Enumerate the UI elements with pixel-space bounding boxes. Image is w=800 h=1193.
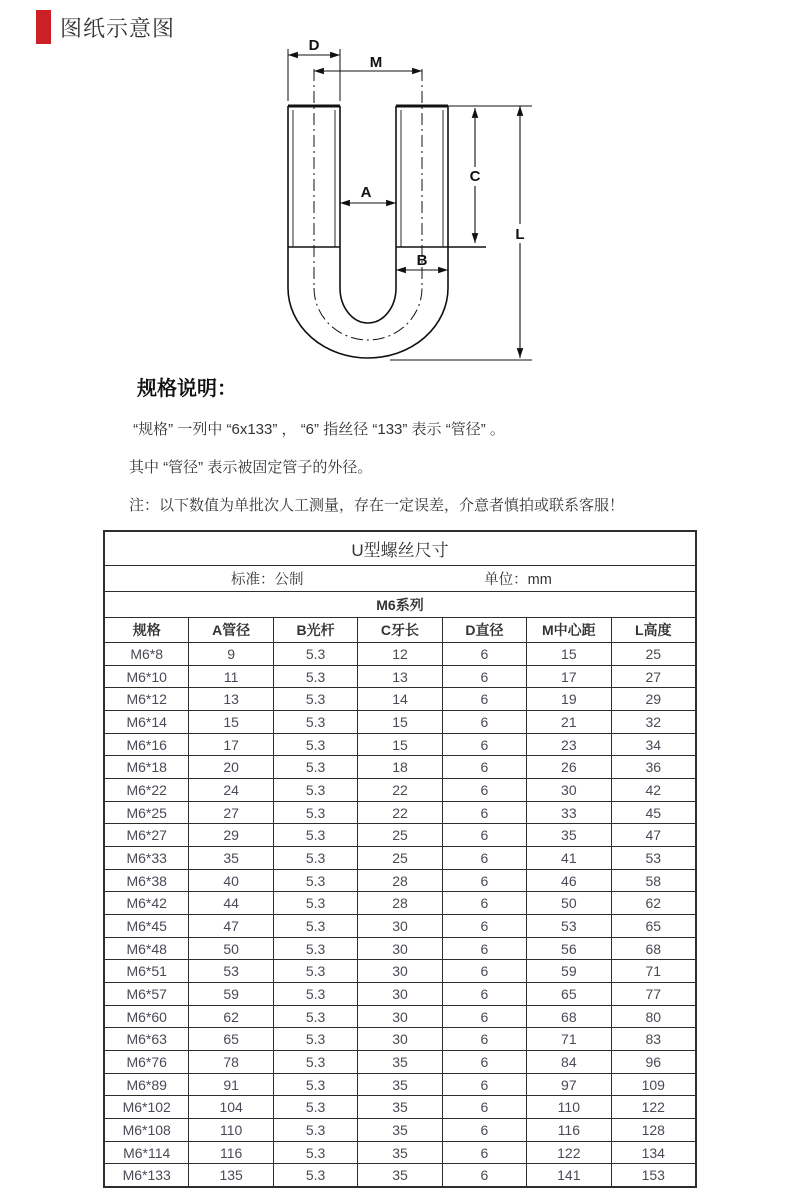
table-cell: 116 — [527, 1119, 611, 1141]
table-cell: 59 — [189, 983, 273, 1005]
table-cell: 13 — [189, 688, 273, 710]
dimension-table — [103, 530, 697, 1188]
table-cell: 122 — [641, 1099, 665, 1116]
table-cell: 15 — [358, 734, 442, 756]
table-cell: 5.3 — [274, 1164, 358, 1186]
spec-line-3: 注：以下数值为单批次人工测量，存在一定误差，介意者慎拍或联系客服！ — [129, 497, 625, 514]
table-row — [105, 1119, 695, 1142]
table-cell: 5.3 — [274, 756, 358, 778]
table-title: U型螺丝尺寸 — [105, 532, 695, 566]
table-cell: M6*38 — [105, 870, 189, 892]
table-cell: 5.3 — [274, 1006, 358, 1028]
table-cell: 77 — [645, 985, 662, 1002]
table-cell: 6 — [443, 1028, 527, 1050]
table-row — [105, 666, 695, 689]
table-cell: 110 — [189, 1119, 273, 1141]
table-cell: 29 — [189, 824, 273, 846]
table-cell: 25 — [645, 645, 662, 662]
table-cell: 83 — [645, 1031, 662, 1048]
dim-label-d: D — [308, 37, 320, 54]
table-row — [105, 847, 695, 870]
table-row — [105, 983, 695, 1006]
table-cell: 35 — [358, 1074, 442, 1096]
table-cell: M6*14 — [105, 711, 189, 733]
table-cell: 50 — [189, 938, 273, 960]
table-cell: 53 — [527, 915, 611, 937]
table-cell: 65 — [189, 1028, 273, 1050]
table-cell: 22 — [358, 779, 442, 801]
table-cell: 12 — [358, 643, 442, 665]
table-cell: 153 — [641, 1167, 665, 1184]
table-cell: M6*27 — [105, 824, 189, 846]
table-row — [105, 1074, 695, 1097]
table-cell: 5.3 — [274, 1096, 358, 1118]
table-cell: 6 — [443, 983, 527, 1005]
table-cell: 6 — [443, 1119, 527, 1141]
table-cell: 6 — [443, 1074, 527, 1096]
table-cell: 6 — [443, 870, 527, 892]
table-cell: 6 — [443, 643, 527, 665]
table-cell: 5.3 — [274, 870, 358, 892]
table-cell: M6*60 — [105, 1006, 189, 1028]
table-cell: 33 — [527, 802, 611, 824]
table-cell: 6 — [443, 734, 527, 756]
table-cell: 17 — [189, 734, 273, 756]
table-cell: 62 — [189, 1006, 273, 1028]
table-cell: 32 — [645, 713, 662, 730]
table-cell: 47 — [189, 915, 273, 937]
table-cell: 71 — [645, 963, 662, 980]
table-cell: 6 — [443, 1051, 527, 1073]
table-cell: 96 — [645, 1053, 662, 1070]
table-cell: M6*102 — [105, 1096, 189, 1118]
dim-label-l: L — [515, 226, 525, 243]
table-cell: 15 — [358, 711, 442, 733]
table-cell: 42 — [645, 781, 662, 798]
table-header-cell: B光杆 — [274, 618, 358, 642]
table-cell: M6*8 — [105, 643, 189, 665]
table-cell: 30 — [527, 779, 611, 801]
table-cell: 45 — [645, 804, 662, 821]
table-cell: 35 — [189, 847, 273, 869]
table-standard: 标准：公制 — [231, 572, 304, 588]
table-row — [105, 1142, 695, 1165]
table-cell: 6 — [443, 1142, 527, 1164]
table-cell: 35 — [527, 824, 611, 846]
table-cell: 25 — [358, 847, 442, 869]
table-row — [105, 711, 695, 734]
table-cell: 30 — [358, 983, 442, 1005]
table-cell: 50 — [527, 892, 611, 914]
spec-line-2: 其中 “管径” 表示被固定管子的外径。 — [129, 459, 373, 476]
table-cell: 109 — [641, 1076, 665, 1093]
table-cell: 6 — [443, 1096, 527, 1118]
table-row — [105, 1051, 695, 1074]
table-cell: 53 — [189, 960, 273, 982]
table-header-cell: D直径 — [443, 618, 527, 642]
table-cell: 35 — [358, 1142, 442, 1164]
table-row — [105, 643, 695, 666]
table-cell: 58 — [645, 872, 662, 889]
table-cell: 56 — [527, 938, 611, 960]
table-cell: 5.3 — [274, 1142, 358, 1164]
table-cell: 5.3 — [274, 983, 358, 1005]
table-cell: 5.3 — [274, 711, 358, 733]
table-cell: 6 — [443, 688, 527, 710]
table-cell: 5.3 — [274, 1051, 358, 1073]
u-bolt-drawing-svg — [250, 33, 545, 373]
table-cell: 6 — [443, 892, 527, 914]
table-cell: 104 — [189, 1096, 273, 1118]
table-series-row: M6系列 — [105, 592, 695, 618]
table-cell: 78 — [189, 1051, 273, 1073]
table-cell: 5.3 — [274, 1028, 358, 1050]
table-cell: 65 — [527, 983, 611, 1005]
dim-label-c: C — [469, 168, 481, 185]
table-cell: 84 — [527, 1051, 611, 1073]
table-cell: 5.3 — [274, 938, 358, 960]
dim-label-b: B — [416, 252, 428, 269]
table-cell: 27 — [645, 668, 662, 685]
table-cell: 5.3 — [274, 643, 358, 665]
table-row — [105, 1006, 695, 1029]
table-cell: 13 — [358, 666, 442, 688]
table-cell: M6*63 — [105, 1028, 189, 1050]
table-row — [105, 734, 695, 757]
table-cell: 80 — [645, 1008, 662, 1025]
table-cell: 20 — [189, 756, 273, 778]
table-cell: 6 — [443, 666, 527, 688]
table-cell: 65 — [645, 917, 662, 934]
table-cell: 36 — [645, 759, 662, 776]
table-cell: 30 — [358, 1006, 442, 1028]
table-cell: 6 — [443, 915, 527, 937]
table-cell: 28 — [358, 892, 442, 914]
table-cell: 19 — [527, 688, 611, 710]
table-cell: M6*12 — [105, 688, 189, 710]
table-cell: 40 — [189, 870, 273, 892]
table-cell: 135 — [189, 1164, 273, 1186]
table-cell: 6 — [443, 1164, 527, 1186]
table-body — [105, 643, 695, 1186]
table-row — [105, 802, 695, 825]
table-cell: M6*16 — [105, 734, 189, 756]
table-cell: 116 — [189, 1142, 273, 1164]
table-cell: 5.3 — [274, 666, 358, 688]
table-cell: 53 — [645, 849, 662, 866]
table-cell: 46 — [527, 870, 611, 892]
table-cell: 35 — [358, 1096, 442, 1118]
table-cell: M6*57 — [105, 983, 189, 1005]
table-row — [105, 756, 695, 779]
table-row — [105, 824, 695, 847]
table-cell: M6*42 — [105, 892, 189, 914]
table-cell: M6*48 — [105, 938, 189, 960]
table-cell: 15 — [527, 643, 611, 665]
table-cell: 5.3 — [274, 1074, 358, 1096]
table-cell: 68 — [527, 1006, 611, 1028]
table-cell: 5.3 — [274, 847, 358, 869]
table-cell: 25 — [358, 824, 442, 846]
page-header — [36, 10, 175, 44]
table-cell: 35 — [358, 1051, 442, 1073]
table-cell: 30 — [358, 1028, 442, 1050]
dimension-lines — [288, 55, 520, 358]
table-cell: 71 — [527, 1028, 611, 1050]
table-cell: M6*10 — [105, 666, 189, 688]
table-cell: 141 — [527, 1164, 611, 1186]
spec-heading: 规格说明： — [137, 378, 237, 400]
table-cell: 22 — [358, 802, 442, 824]
table-cell: 21 — [527, 711, 611, 733]
table-cell: 6 — [443, 1006, 527, 1028]
table-cell: 9 — [189, 643, 273, 665]
table-cell: 5.3 — [274, 779, 358, 801]
table-header-cell: C牙长 — [358, 618, 442, 642]
table-cell: 5.3 — [274, 734, 358, 756]
table-cell: 5.3 — [274, 1119, 358, 1141]
table-cell: 134 — [641, 1144, 665, 1161]
table-cell: M6*18 — [105, 756, 189, 778]
table-row — [105, 960, 695, 983]
table-cell: 14 — [358, 688, 442, 710]
table-cell: 35 — [358, 1119, 442, 1141]
table-cell: 44 — [189, 892, 273, 914]
table-header-cell: M中心距 — [527, 618, 611, 642]
table-cell: 5.3 — [274, 915, 358, 937]
table-cell: 110 — [527, 1096, 611, 1118]
table-cell: 5.3 — [274, 892, 358, 914]
table-cell: 23 — [527, 734, 611, 756]
table-cell: M6*45 — [105, 915, 189, 937]
table-cell: M6*76 — [105, 1051, 189, 1073]
table-cell: 35 — [358, 1164, 442, 1186]
table-cell: 5.3 — [274, 802, 358, 824]
table-cell: 68 — [645, 940, 662, 957]
page-title: 图纸示意图 — [60, 15, 176, 41]
table-cell: 6 — [443, 779, 527, 801]
table-cell: 91 — [189, 1074, 273, 1096]
table-row — [105, 779, 695, 802]
table-cell: 18 — [358, 756, 442, 778]
table-meta-row — [105, 566, 695, 592]
table-cell: 5.3 — [274, 824, 358, 846]
table-cell: 30 — [358, 915, 442, 937]
table-cell: 6 — [443, 938, 527, 960]
table-cell: 17 — [527, 666, 611, 688]
table-header-cell: 规格 — [105, 618, 189, 642]
table-cell: 47 — [645, 827, 662, 844]
table-cell: 26 — [527, 756, 611, 778]
extension-lines — [288, 49, 532, 360]
table-cell: 97 — [527, 1074, 611, 1096]
table-cell: 30 — [358, 938, 442, 960]
table-cell: 27 — [189, 802, 273, 824]
table-cell: 29 — [645, 691, 662, 708]
table-cell: 34 — [645, 736, 662, 753]
table-cell: M6*108 — [105, 1119, 189, 1141]
table-row — [105, 1028, 695, 1051]
table-cell: 128 — [641, 1121, 665, 1138]
red-accent-bar — [36, 10, 51, 44]
bolt-legs — [288, 106, 486, 358]
table-cell: 6 — [443, 847, 527, 869]
table-cell: 30 — [358, 960, 442, 982]
table-cell: 5.3 — [274, 960, 358, 982]
table-cell: 41 — [527, 847, 611, 869]
table-cell: 11 — [189, 666, 273, 688]
table-cell: 6 — [443, 756, 527, 778]
table-cell: 6 — [443, 960, 527, 982]
table-row — [105, 938, 695, 961]
u-bolt-technical-drawing — [250, 33, 545, 378]
table-row — [105, 892, 695, 915]
spec-line-1: “规格” 一列中 “6x133” ， “6” 指丝径 “133” 表示 “管径” 。 — [129, 421, 505, 438]
table-row — [105, 1164, 695, 1186]
centerlines — [314, 69, 422, 340]
table-header-row — [105, 618, 695, 643]
table-row — [105, 1096, 695, 1119]
table-cell: M6*33 — [105, 847, 189, 869]
table-cell: 122 — [527, 1142, 611, 1164]
table-cell: 28 — [358, 870, 442, 892]
table-row — [105, 688, 695, 711]
table-cell: 6 — [443, 824, 527, 846]
table-row — [105, 870, 695, 893]
table-cell: 6 — [443, 802, 527, 824]
dim-label-m: M — [369, 54, 383, 71]
table-cell: 59 — [527, 960, 611, 982]
thread-lines — [293, 110, 443, 247]
table-cell: M6*133 — [105, 1164, 189, 1186]
table-cell: 6 — [443, 711, 527, 733]
table-row — [105, 915, 695, 938]
table-cell: M6*89 — [105, 1074, 189, 1096]
table-header-cell: A管径 — [189, 618, 273, 642]
table-cell: 15 — [189, 711, 273, 733]
table-cell: M6*114 — [105, 1142, 189, 1164]
table-cell: M6*51 — [105, 960, 189, 982]
table-unit: 单位：mm — [484, 572, 552, 588]
table-header-cell: L高度 — [634, 622, 672, 638]
table-cell: 5.3 — [274, 688, 358, 710]
table-cell: M6*22 — [105, 779, 189, 801]
spec-description — [129, 372, 709, 525]
dim-label-a: A — [360, 184, 372, 201]
table-cell: 62 — [645, 895, 662, 912]
table-cell: 24 — [189, 779, 273, 801]
table-cell: M6*25 — [105, 802, 189, 824]
